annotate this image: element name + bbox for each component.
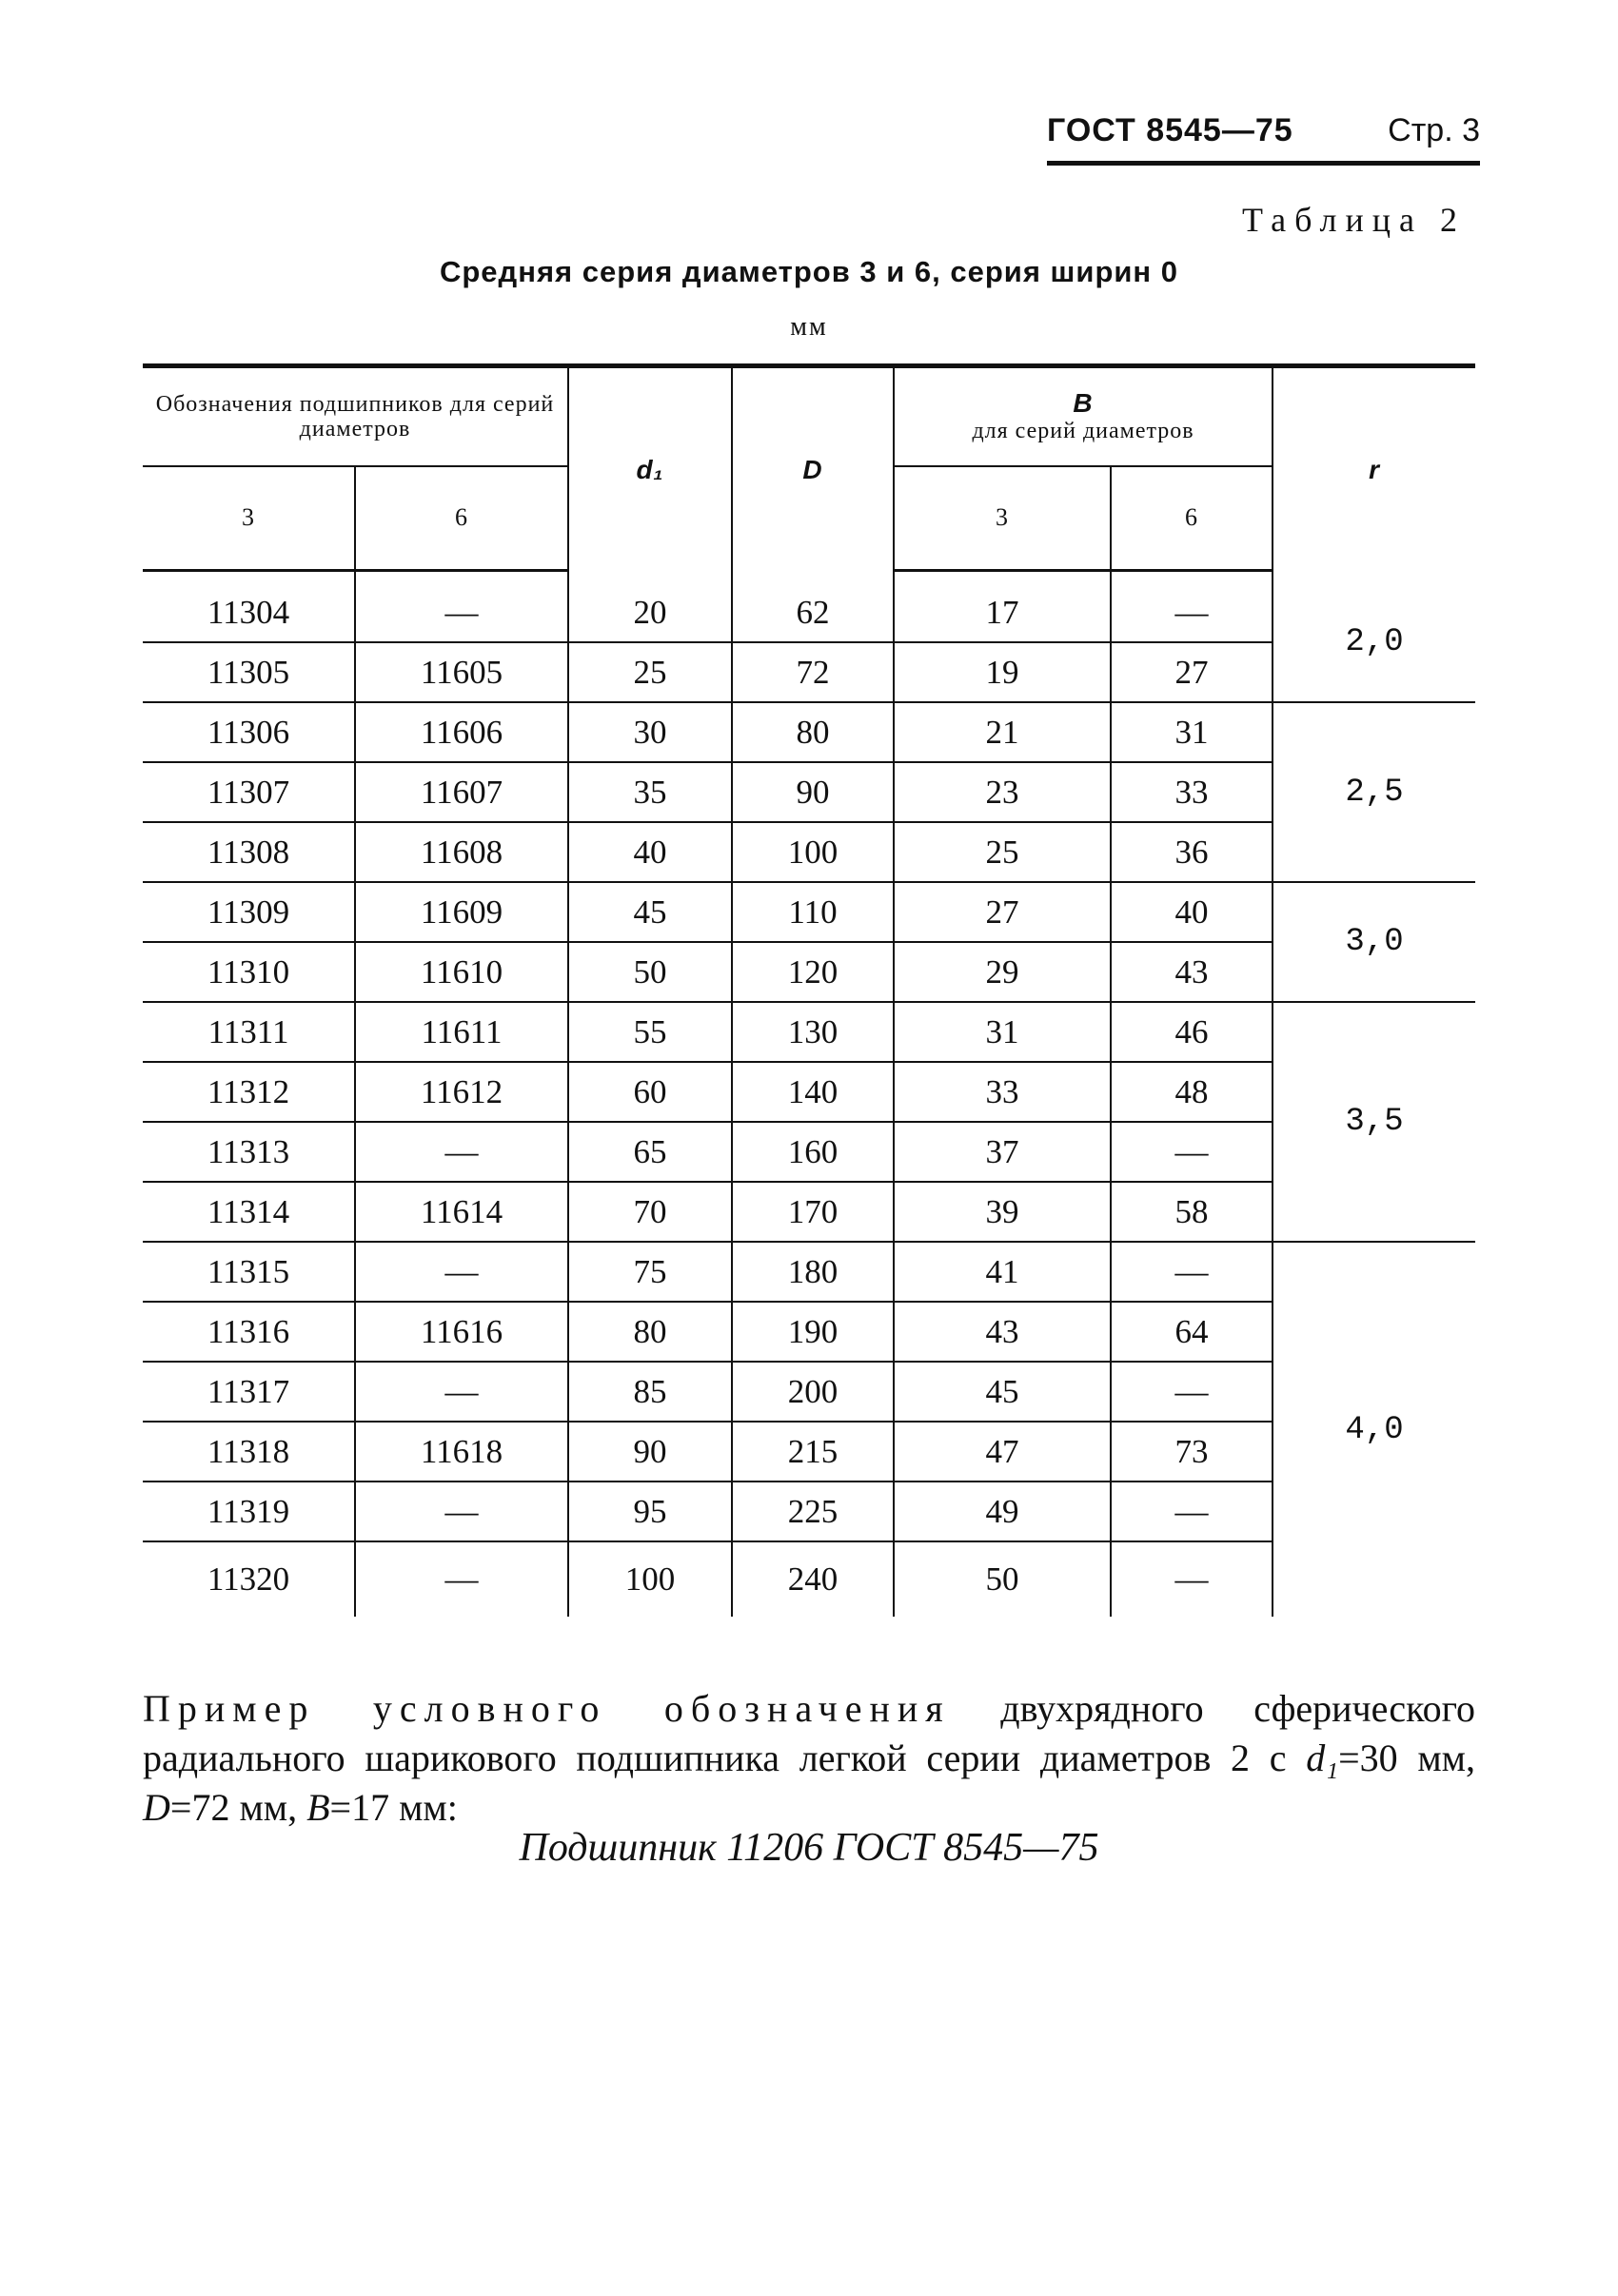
width-6-cell: 43	[1110, 943, 1272, 1003]
d1-cell: 55	[567, 1003, 731, 1063]
width-3-cell: 41	[893, 1243, 1110, 1303]
gap-cell	[1272, 572, 1475, 583]
width-3-cell: 43	[893, 1303, 1110, 1363]
bearing-table-container	[143, 363, 1475, 1617]
gap-cell	[354, 572, 567, 583]
d1-cell: 20	[567, 583, 731, 643]
d1-cell: 30	[567, 703, 731, 763]
width-6-cell: 40	[1110, 883, 1272, 943]
table-row	[143, 583, 1475, 643]
example-text-3: =72 мм,	[169, 1786, 307, 1829]
series-3-cell: 11319	[143, 1482, 354, 1542]
series-3-cell: 11309	[143, 883, 354, 943]
outer-diameter-cell: 90	[731, 763, 893, 823]
d1-cell: 65	[567, 1123, 731, 1183]
width-3-cell: 19	[893, 643, 1110, 703]
outer-diameter-cell: 170	[731, 1183, 893, 1243]
series-6-cell: 11616	[354, 1303, 567, 1363]
series-3-cell: 11320	[207, 1560, 290, 1598]
series-6-cell: 11610	[354, 943, 567, 1003]
gap-cell	[567, 572, 731, 583]
designation-example	[143, 1684, 1475, 1833]
table-body	[143, 572, 1475, 1617]
table-row	[143, 1003, 1475, 1063]
series-6-cell: —	[354, 1363, 567, 1423]
width-6-cell: —	[1110, 1363, 1272, 1423]
outer-diameter-cell: 100	[731, 823, 893, 883]
d1-cell: 90	[567, 1423, 731, 1482]
series-3-cell: 11315	[143, 1243, 354, 1303]
width-3-cell: 27	[893, 883, 1110, 943]
d1-cell: 40	[567, 823, 731, 883]
series-3-cell: 11313	[143, 1123, 354, 1183]
series-3-cell: 11316	[143, 1303, 354, 1363]
width-3-cell: 21	[893, 703, 1110, 763]
standard-number: ГОСТ 8545—75	[1047, 112, 1293, 148]
width-3-cell: 25	[893, 823, 1110, 883]
gap-cell	[143, 572, 354, 583]
series-3-cell: 11304	[143, 583, 354, 643]
gap-cell	[1110, 572, 1272, 583]
d1-cell: 35	[567, 763, 731, 823]
series-3-cell: 11305	[143, 643, 354, 703]
units-label: мм	[790, 312, 828, 342]
example-text-1: двухрядного сферического радиального шарикового подшипника легкой серии диаметров 2 с	[143, 1687, 1475, 1779]
table-label: Таблица 2	[1242, 201, 1466, 239]
series-6-cell: 11607	[354, 763, 567, 823]
outer-diameter-cell: 62	[731, 583, 893, 643]
radius-cell: 3,5	[1272, 1003, 1475, 1243]
width-symbol: B	[1073, 388, 1094, 419]
series-3-cell: 11314	[143, 1183, 354, 1243]
series-6-cell: 11606	[354, 703, 567, 763]
width-3-cell: 39	[893, 1183, 1110, 1243]
d1-cell: 60	[567, 1063, 731, 1123]
example-d1-symbol: d₁	[1306, 1737, 1339, 1779]
width-3-cell: 45	[893, 1363, 1110, 1423]
width-6-cell: 33	[1110, 763, 1272, 823]
series-3-cell: 11311	[143, 1003, 354, 1063]
series-6-header: 6	[354, 467, 567, 572]
table-row	[143, 703, 1475, 763]
width-3-cell: 23	[893, 763, 1110, 823]
width-series-6-header: 6	[1110, 467, 1272, 572]
page-header	[1047, 112, 1480, 166]
series-6-cell: 11605	[354, 643, 567, 703]
bearing-dimensions-table	[143, 363, 1475, 1617]
table-caption: Средняя серия диаметров 3 и 6, серия ширин 0	[439, 255, 1179, 288]
width-group-header	[893, 363, 1272, 467]
example-text-4: =17 мм:	[329, 1786, 458, 1829]
d1-cell: 70	[567, 1183, 731, 1243]
radius-cell: 3,0	[1272, 883, 1475, 1003]
series-6-cell: —	[354, 1243, 567, 1303]
outer-diameter-cell: 215	[731, 1423, 893, 1482]
width-6-cell: —	[1110, 1482, 1272, 1542]
header-gap-row	[143, 572, 1475, 583]
series-6-cell: —	[354, 1542, 567, 1617]
width-6-cell: —	[1110, 1542, 1272, 1617]
d1-cell: 85	[567, 1363, 731, 1423]
page-number: Стр. 3	[1388, 112, 1480, 148]
outer-diameter-cell: 80	[731, 703, 893, 763]
radius-cell: 2,0	[1272, 583, 1475, 703]
table-header	[143, 363, 1475, 572]
outer-diameter-header: D	[731, 363, 893, 572]
series-3-header: 3	[143, 467, 354, 572]
series-6-cell: —	[354, 1482, 567, 1542]
series-6-cell: —	[354, 583, 567, 643]
series-6-cell: 11614	[354, 1183, 567, 1243]
series-6-cell: 11609	[354, 883, 567, 943]
outer-diameter-cell: 200	[731, 1363, 893, 1423]
gap-cell	[731, 572, 893, 583]
width-3-cell: 37	[893, 1123, 1110, 1183]
table-row	[143, 883, 1475, 943]
radius-cell: 2,5	[1272, 703, 1475, 883]
series-3-cell: 11312	[143, 1063, 354, 1123]
width-6-cell: 48	[1110, 1063, 1272, 1123]
series-3-cell: 11310	[143, 943, 354, 1003]
example-text-2: =30 мм,	[1338, 1737, 1475, 1779]
outer-diameter-cell: 190	[731, 1303, 893, 1363]
width-6-cell: —	[1110, 1123, 1272, 1183]
series-6-cell: —	[354, 1123, 567, 1183]
width-3-cell: 17	[893, 583, 1110, 643]
outer-diameter-cell: 110	[731, 883, 893, 943]
radius-cell: 4,0	[1272, 1243, 1475, 1617]
width-3-cell: 49	[893, 1482, 1110, 1542]
example-B-symbol: B	[306, 1786, 330, 1829]
width-6-cell: 46	[1110, 1003, 1272, 1063]
width-6-cell: 64	[1110, 1303, 1272, 1363]
width-6-cell: —	[1110, 1243, 1272, 1303]
d1-cell: 100	[567, 1542, 731, 1617]
example-designation: Подшипник 11206 ГОСТ 8545—75	[519, 1826, 1099, 1870]
series-3-cell: 11318	[143, 1423, 354, 1482]
width-6-cell: —	[1110, 583, 1272, 643]
d1-cell: 75	[567, 1243, 731, 1303]
width-3-cell: 50	[893, 1542, 1110, 1617]
radius-header: r	[1272, 363, 1475, 572]
series-6-cell: 11608	[354, 823, 567, 883]
width-group-text: для серий диаметров	[972, 419, 1194, 444]
outer-diameter-cell: 130	[731, 1003, 893, 1063]
outer-diameter-cell: 140	[731, 1063, 893, 1123]
example-lead: Пример условного обозначения	[143, 1687, 951, 1730]
d1-header: d₁	[567, 363, 731, 572]
series-3-cell: 11307	[143, 763, 354, 823]
series-6-cell: 11611	[354, 1003, 567, 1063]
outer-diameter-cell: 180	[731, 1243, 893, 1303]
width-3-cell: 29	[893, 943, 1110, 1003]
d1-cell: 50	[567, 943, 731, 1003]
table-row	[143, 1243, 1475, 1303]
outer-diameter-cell: 160	[731, 1123, 893, 1183]
width-series-3-header: 3	[893, 467, 1110, 572]
width-6-cell: 73	[1110, 1423, 1272, 1482]
outer-diameter-cell: 120	[731, 943, 893, 1003]
width-6-cell: 58	[1110, 1183, 1272, 1243]
outer-diameter-cell: 225	[731, 1482, 893, 1542]
designation-group-header: Обозначения подшипников для серий диаметров	[143, 363, 567, 467]
d1-cell: 80	[567, 1303, 731, 1363]
outer-diameter-cell: 240	[731, 1542, 893, 1617]
width-3-cell: 31	[893, 1003, 1110, 1063]
example-D-symbol: D	[143, 1786, 170, 1829]
series-3-cell: 11317	[143, 1363, 354, 1423]
d1-cell: 45	[567, 883, 731, 943]
gap-cell	[893, 572, 1110, 583]
width-3-cell: 47	[893, 1423, 1110, 1482]
series-6-cell: 11612	[354, 1063, 567, 1123]
width-6-cell: 36	[1110, 823, 1272, 883]
d1-cell: 25	[567, 643, 731, 703]
series-3-cell: 11308	[143, 823, 354, 883]
series-6-cell: 11618	[354, 1423, 567, 1482]
series-3-cell: 11306	[143, 703, 354, 763]
width-3-cell: 33	[893, 1063, 1110, 1123]
d1-cell: 95	[567, 1482, 731, 1542]
width-6-cell: 27	[1110, 643, 1272, 703]
width-6-cell: 31	[1110, 703, 1272, 763]
outer-diameter-cell: 72	[731, 643, 893, 703]
